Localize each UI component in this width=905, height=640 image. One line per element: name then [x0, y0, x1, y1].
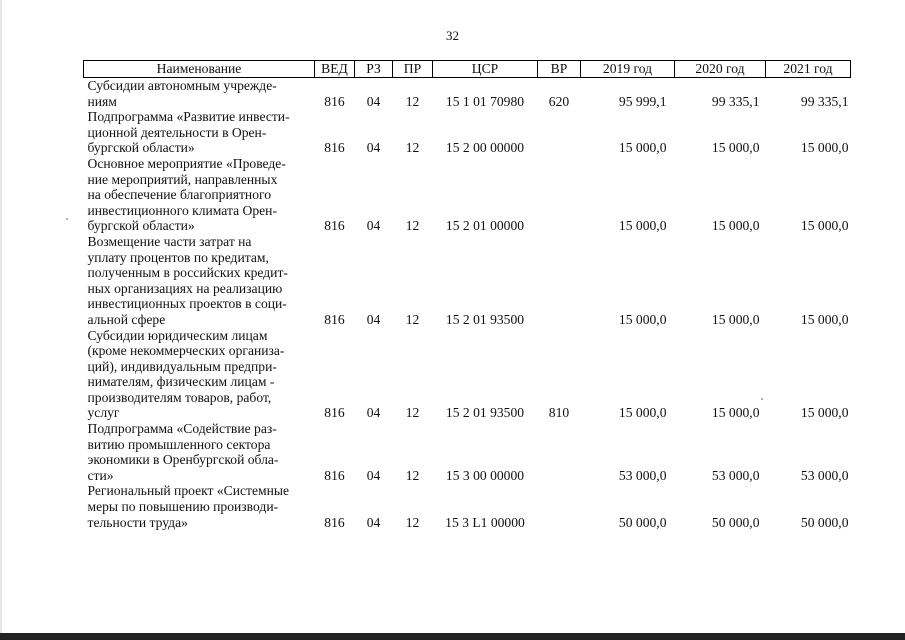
- row-vr: 810: [548, 405, 570, 421]
- row-csr: 15 2 01 00000: [445, 218, 525, 234]
- row-2021: 53 000,0: [800, 467, 849, 483]
- header-2021: 2021 год: [766, 61, 851, 78]
- table-row: [84, 421, 851, 483]
- row-2021: 15 000,0: [800, 311, 849, 327]
- row-2020: 15 000,0: [711, 140, 760, 156]
- row-rz: 04: [366, 140, 381, 156]
- row-rz: 04: [366, 514, 381, 530]
- row-pr: 12: [405, 93, 420, 109]
- row-csr: 15 2 01 93500: [445, 311, 525, 327]
- row-2020: 15 000,0: [711, 218, 760, 234]
- row-2021: 15 000,0: [800, 405, 849, 421]
- row-pr: 12: [405, 514, 420, 530]
- row-ved: 816: [324, 467, 345, 483]
- row-name: Возмещение части затрат на уплату процентов по кредитам, полученным в российских кредит- ных организациях на реализацию инвестиционных проектов в соци- альной сфере: [87, 233, 288, 327]
- row-vr: [538, 421, 581, 483]
- row-pr: 12: [405, 140, 420, 156]
- row-name: Субсидии юридическим лицам (кроме некоммерческих организа- ций), индивидуальным предпри- нимателям, физическим лицам - производителям товаров, работ, услуг: [87, 327, 285, 421]
- row-pr: 12: [405, 311, 420, 327]
- row-vr: [538, 234, 581, 328]
- row-vr: [538, 483, 581, 530]
- row-name: Подпрограмма «Развитие инвести- ционной деятельности в Орен- бургской области»: [87, 109, 290, 156]
- row-csr: 15 3 L1 00000: [445, 514, 525, 530]
- row-2019: 95 999,1: [618, 93, 667, 109]
- row-rz: 04: [366, 311, 381, 327]
- scan-edge: [0, 0, 2, 640]
- row-csr: 15 3 00 00000: [445, 467, 525, 483]
- row-2020: 15 000,0: [711, 405, 760, 421]
- row-ved: 816: [324, 140, 345, 156]
- row-name: Региональный проект «Системные меры по повышению производи- тельности труда»: [87, 483, 290, 530]
- row-ved: 816: [324, 311, 345, 327]
- table-row: [84, 156, 851, 234]
- header-2019: 2019 год: [581, 61, 675, 78]
- row-rz: 04: [366, 218, 381, 234]
- row-name: Подпрограмма «Содействие раз- витию промышленного сектора экономики в Оренбургской обла- сти»: [87, 421, 279, 483]
- row-2020: 53 000,0: [711, 467, 760, 483]
- row-ved: 816: [324, 514, 345, 530]
- row-2020: 15 000,0: [711, 311, 760, 327]
- row-2021: 15 000,0: [800, 218, 849, 234]
- table-header-row: [84, 61, 851, 78]
- header-name: Наименование: [84, 61, 315, 78]
- row-2019: 15 000,0: [618, 218, 667, 234]
- header-ved: ВЕД: [315, 61, 355, 78]
- scan-bottom-edge: [0, 633, 905, 640]
- row-pr: 12: [405, 405, 420, 421]
- budget-table: [83, 60, 851, 530]
- row-vr: [538, 156, 581, 234]
- row-name: Субсидии автономным учрежде- ниям: [87, 78, 277, 109]
- row-2019: 15 000,0: [618, 140, 667, 156]
- row-2020: 99 335,1: [711, 93, 760, 109]
- table-row: [84, 483, 851, 530]
- row-ved: 816: [324, 218, 345, 234]
- row-csr: 15 2 00 00000: [445, 140, 525, 156]
- row-vr: 620: [548, 93, 570, 109]
- header-rz: РЗ: [355, 61, 393, 78]
- header-vr: ВР: [538, 61, 581, 78]
- row-2019: 50 000,0: [618, 514, 667, 530]
- table-row: [84, 109, 851, 156]
- row-2021: 99 335,1: [800, 93, 849, 109]
- row-2019: 15 000,0: [618, 405, 667, 421]
- row-pr: 12: [405, 467, 420, 483]
- row-pr: 12: [405, 218, 420, 234]
- row-csr: 15 2 01 93500: [445, 405, 525, 421]
- scan-speck: [66, 218, 68, 220]
- table-row: [84, 234, 851, 328]
- table-row: [84, 78, 851, 110]
- row-vr: [538, 109, 581, 156]
- page-number: 32: [446, 28, 459, 43]
- row-csr: 15 1 01 70980: [445, 93, 525, 109]
- header-pr: ПР: [393, 61, 433, 78]
- table-row: [84, 328, 851, 422]
- row-rz: 04: [366, 467, 381, 483]
- row-2019: 53 000,0: [618, 467, 667, 483]
- row-name: Основное мероприятие «Проведе- ние мероприятий, направленных на обеспечение благоприятного инвестиционного климата Орен- бургской области»: [87, 155, 286, 234]
- row-ved: 816: [324, 93, 345, 109]
- row-2020: 50 000,0: [711, 514, 760, 530]
- row-2021: 15 000,0: [800, 140, 849, 156]
- row-ved: 816: [324, 405, 345, 421]
- scan-speck: [761, 398, 763, 400]
- row-rz: 04: [366, 93, 381, 109]
- row-2019: 15 000,0: [618, 311, 667, 327]
- header-csr: ЦСР: [433, 61, 538, 78]
- row-rz: 04: [366, 405, 381, 421]
- row-2021: 50 000,0: [800, 514, 849, 530]
- header-2020: 2020 год: [675, 61, 766, 78]
